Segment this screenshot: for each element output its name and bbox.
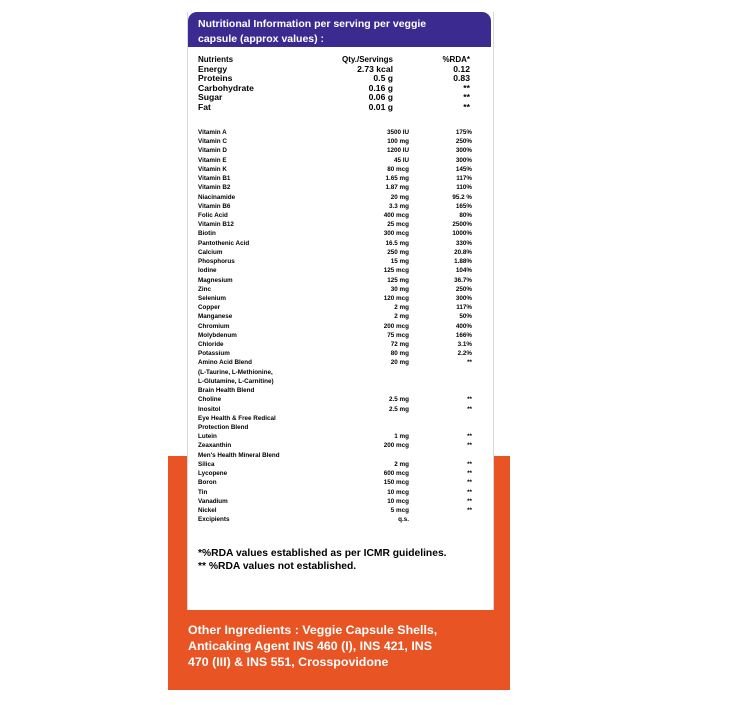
nutrient-qty: 200 mcg: [383, 322, 409, 330]
nutrient-qty: 1.65 mg: [385, 175, 409, 183]
nutrient-name: Manganese: [198, 313, 233, 321]
nutrient-name: Vitamin E: [198, 156, 227, 164]
nutrient-qty: 2.5 mg: [389, 396, 409, 404]
nutrient-name: Vitamin B12: [198, 221, 234, 229]
table-row: [198, 488, 478, 497]
nutrient-rda: 165%: [455, 202, 472, 210]
nutrient-name: Biotin: [198, 230, 216, 238]
nutrient-name: Vitamin D: [198, 147, 227, 155]
nutrition-header: [188, 12, 491, 47]
table-row: [198, 93, 478, 103]
nutrient-name: Sugar: [198, 92, 223, 103]
nutrient-qty: 10 mcg: [387, 497, 409, 505]
nutrient-rda: **: [467, 433, 472, 441]
nutrient-name: Amino Acid Blend: [198, 359, 252, 367]
other-ingredients-line2: Anticaking Agent INS 460 (I), INS 421, INS: [188, 639, 432, 653]
table-row: [198, 220, 478, 229]
nutrient-qty: 75 mcg: [387, 331, 409, 339]
nutrient-qty: 0.01 g: [368, 101, 393, 112]
nutrient-rda: 400%: [455, 322, 472, 330]
nutrient-name: Zinc: [198, 285, 211, 293]
nutrient-rda: **: [467, 359, 472, 367]
nutrient-name: Tin: [198, 488, 208, 496]
nutrient-name: Vanadium: [198, 497, 228, 505]
table-row: [198, 103, 478, 113]
nutrient-rda: 36.7%: [454, 276, 472, 284]
nutrient-name: Zeaxanthin: [198, 442, 232, 450]
note-line2: ** %RDA values not established.: [198, 561, 357, 572]
nutrient-qty: 1 mg: [394, 433, 409, 441]
nutrient-name: Vitamin B1: [198, 175, 231, 183]
nutrient-rda: 20.8%: [454, 248, 472, 256]
col-rda: %RDA*: [442, 55, 470, 64]
nutrient-name: Chromium: [198, 322, 230, 330]
nutrient-name: (L-Taurine, L-Methionine,: [198, 368, 273, 376]
nutrient-rda: 166%: [455, 331, 472, 339]
table-row: [198, 349, 478, 358]
table-row: [198, 183, 478, 192]
other-ingredients: [188, 622, 498, 670]
nutrient-name: Nickel: [198, 506, 217, 514]
nutrient-rda: **: [467, 396, 472, 404]
nutrient-rda: 2500%: [452, 221, 472, 229]
nutrient-qty: 2.73 kcal: [357, 63, 393, 74]
nutrient-qty: 120 mcg: [383, 294, 409, 302]
nutrient-qty: 20 mg: [390, 359, 409, 367]
table-row: [198, 358, 478, 367]
table-row: [198, 211, 478, 220]
table-header-row: [198, 55, 478, 65]
table-row: [198, 248, 478, 257]
nutrient-name: Energy: [198, 63, 228, 74]
nutrient-rda: **: [463, 82, 470, 93]
nutrient-rda: **: [467, 479, 472, 487]
nutrient-name: Brain Health Blend: [198, 387, 255, 395]
table-row: [198, 414, 478, 423]
nutrient-name: Selenium: [198, 294, 226, 302]
nutrient-rda: **: [467, 460, 472, 468]
rda-notes: [198, 547, 488, 573]
nutrient-qty: 125 mcg: [383, 267, 409, 275]
nutrient-qty: 1.87 mg: [385, 184, 409, 192]
nutrient-name: Inositol: [198, 405, 221, 413]
nutrient-qty: 20 mg: [390, 193, 409, 201]
nutrient-rda: 250%: [455, 285, 472, 293]
nutrient-name: Phosphorus: [198, 258, 235, 266]
table-row: [198, 146, 478, 155]
nutrient-rda: 1000%: [452, 230, 472, 238]
nutrient-name: Eye Health & Free Redical: [198, 414, 276, 422]
header-title-line1: Nutritional Information per serving per veggie: [198, 18, 427, 30]
nutrient-name: Fat: [198, 101, 211, 112]
nutrient-name: Vitamin B6: [198, 202, 231, 210]
nutrient-name: Boron: [198, 479, 217, 487]
table-row: [198, 229, 478, 238]
nutrient-rda: 300%: [455, 294, 472, 302]
nutrient-name: Molybdenum: [198, 331, 237, 339]
nutrient-rda: **: [467, 405, 472, 413]
header-title-line2: capsule (approx values) :: [198, 32, 325, 45]
table-row: [198, 257, 478, 266]
nutrient-rda: 0.12: [453, 63, 470, 74]
nutrient-name: Vitamin C: [198, 138, 227, 146]
nutrient-name: Lycopene: [198, 470, 228, 478]
nutrient-name: Choline: [198, 396, 222, 404]
table-row: [198, 423, 478, 432]
nutrient-qty: 0.06 g: [368, 92, 393, 103]
table-row: [198, 266, 478, 275]
table-row: [198, 65, 478, 75]
nutrient-name: Iodine: [198, 267, 217, 275]
table-row: [198, 469, 478, 478]
nutrient-rda: 50%: [459, 313, 472, 321]
nutrient-qty: 15 mg: [390, 258, 409, 266]
table-row: [198, 506, 478, 515]
note-line1: *%RDA values established as per ICMR guidelines.: [198, 548, 447, 559]
nutrient-qty: q.s.: [398, 516, 409, 524]
nutrient-rda: 110%: [456, 184, 472, 192]
nutrient-name: Excipients: [198, 516, 230, 524]
nutrient-qty: 2 mg: [394, 460, 409, 468]
table-row: [198, 322, 478, 331]
table-row: [198, 156, 478, 165]
col-qty: Qty./Servings: [342, 55, 393, 64]
nutrient-rda: 3.1%: [457, 341, 472, 349]
nutrient-qty: 300 mcg: [383, 230, 409, 238]
nutrient-rda: 300%: [455, 156, 472, 164]
nutrient-qty: 200 mcg: [383, 442, 409, 450]
table-row: [198, 137, 478, 146]
nutrient-name: Magnesium: [198, 276, 233, 284]
nutrient-name: Lutein: [198, 433, 217, 441]
nutrient-name: Chloride: [198, 341, 224, 349]
table-row: [198, 239, 478, 248]
nutrient-name: Vitamin K: [198, 165, 227, 173]
nutrient-name: Proteins: [198, 73, 233, 84]
nutrient-name: Silica: [198, 460, 215, 468]
table-row: [198, 84, 478, 94]
table-row: [198, 202, 478, 211]
table-row: [198, 174, 478, 183]
nutrient-name: Vitamin A: [198, 129, 227, 136]
nutrient-qty: 30 mg: [390, 285, 409, 293]
nutrient-qty: 80 mg: [390, 350, 409, 358]
table-row: [198, 405, 478, 414]
nutrient-qty: 0.5 g: [373, 73, 393, 84]
nutrient-qty: 2 mg: [394, 313, 409, 321]
nutrient-qty: 2.5 mg: [389, 405, 409, 413]
nutrient-rda: 0.83: [453, 73, 470, 84]
nutrient-rda: 117%: [456, 304, 472, 312]
nutrient-rda: 95.2 %: [452, 193, 472, 201]
nutrient-qty: 400 mcg: [383, 211, 409, 219]
nutrient-rda: 2.2%: [457, 350, 472, 358]
table-row: [198, 441, 478, 450]
nutrient-qty: 100 mg: [387, 138, 409, 146]
table-row: [198, 386, 478, 395]
nutrient-rda: **: [463, 101, 470, 112]
table-row: [198, 276, 478, 285]
nutrient-rda: 117%: [456, 175, 472, 183]
table-row: [198, 432, 478, 441]
nutrient-name: Calcium: [198, 248, 223, 256]
nutrient-rda: 80%: [459, 211, 472, 219]
table-row: [198, 340, 478, 349]
nutrient-name: Potassium: [198, 350, 230, 358]
nutrient-qty: 16.5 mg: [385, 239, 409, 247]
nutrient-rda: 104%: [455, 267, 472, 275]
nutrient-rda: 145%: [455, 165, 472, 173]
nutrient-name: Carbohydrate: [198, 82, 254, 93]
nutrient-qty: 150 mcg: [383, 479, 409, 487]
col-nutrients: Nutrients: [198, 55, 234, 64]
nutrient-qty: 80 mcg: [387, 165, 409, 173]
nutrient-rda: 250%: [455, 138, 472, 146]
table-row: [198, 294, 478, 303]
nutrition-table-main: [198, 55, 478, 113]
nutrient-rda: **: [467, 470, 472, 478]
table-row: [198, 377, 478, 386]
nutrient-rda: 330%: [455, 239, 472, 247]
other-ingredients-line1: Other Ingredients : Veggie Capsule Shells,: [188, 623, 438, 637]
nutrient-qty: 2 mg: [394, 304, 409, 312]
table-row: [198, 515, 478, 524]
table-row: [198, 331, 478, 340]
nutrient-rda: 300%: [455, 147, 472, 155]
nutrient-name: Folic Acid: [198, 211, 228, 219]
nutrient-name: Men's Health Mineral Blend: [198, 451, 280, 459]
table-row: [198, 128, 478, 137]
nutrient-name: Copper: [198, 304, 221, 312]
nutrient-rda: **: [463, 92, 470, 103]
table-row: [198, 460, 478, 469]
nutrient-qty: 0.16 g: [368, 82, 393, 93]
nutrient-name: Niacinamide: [198, 193, 236, 201]
table-row: [198, 451, 478, 460]
nutrient-qty: 3.3 mg: [389, 202, 409, 210]
nutrient-rda: 1.88%: [454, 258, 472, 266]
nutrient-qty: 72 mg: [390, 341, 409, 349]
nutrient-qty: 125 mg: [387, 276, 409, 284]
table-row: [198, 312, 478, 321]
nutrient-qty: 45 IU: [393, 156, 409, 164]
main-rows: [198, 65, 478, 113]
other-ingredients-line3: 470 (III) & INS 551, Crosspovidone: [188, 655, 389, 669]
nutrient-rda: 175%: [455, 129, 472, 136]
nutrient-name: Vitamin B2: [198, 184, 231, 192]
nutrient-name: Protection Blend: [198, 424, 249, 431]
table-row: [198, 395, 478, 404]
micronutrient-table: [198, 128, 478, 524]
table-row: [198, 303, 478, 312]
nutrient-rda: **: [467, 442, 472, 450]
table-row: [198, 497, 478, 506]
table-row: [198, 165, 478, 174]
nutrient-rda: **: [467, 497, 472, 505]
table-row: [198, 285, 478, 294]
table-row: [198, 478, 478, 487]
nutrient-name: L-Glutamine, L-Carnitine): [198, 377, 274, 385]
nutrient-qty: 10 mcg: [387, 488, 409, 496]
nutrient-qty: 250 mg: [387, 248, 409, 256]
table-row: [198, 368, 478, 377]
nutrient-rda: **: [467, 506, 472, 514]
nutrient-qty: 1200 IU: [386, 147, 409, 155]
nutrient-qty: 25 mcg: [387, 221, 409, 229]
nutrient-qty: 5 mcg: [390, 506, 409, 514]
nutrient-name: Pantothenic Acid: [198, 239, 250, 247]
nutrient-qty: 600 mcg: [383, 470, 409, 478]
table-row: [198, 193, 478, 202]
nutrient-qty: 3500 IU: [386, 129, 409, 136]
nutrient-rda: **: [467, 488, 472, 496]
